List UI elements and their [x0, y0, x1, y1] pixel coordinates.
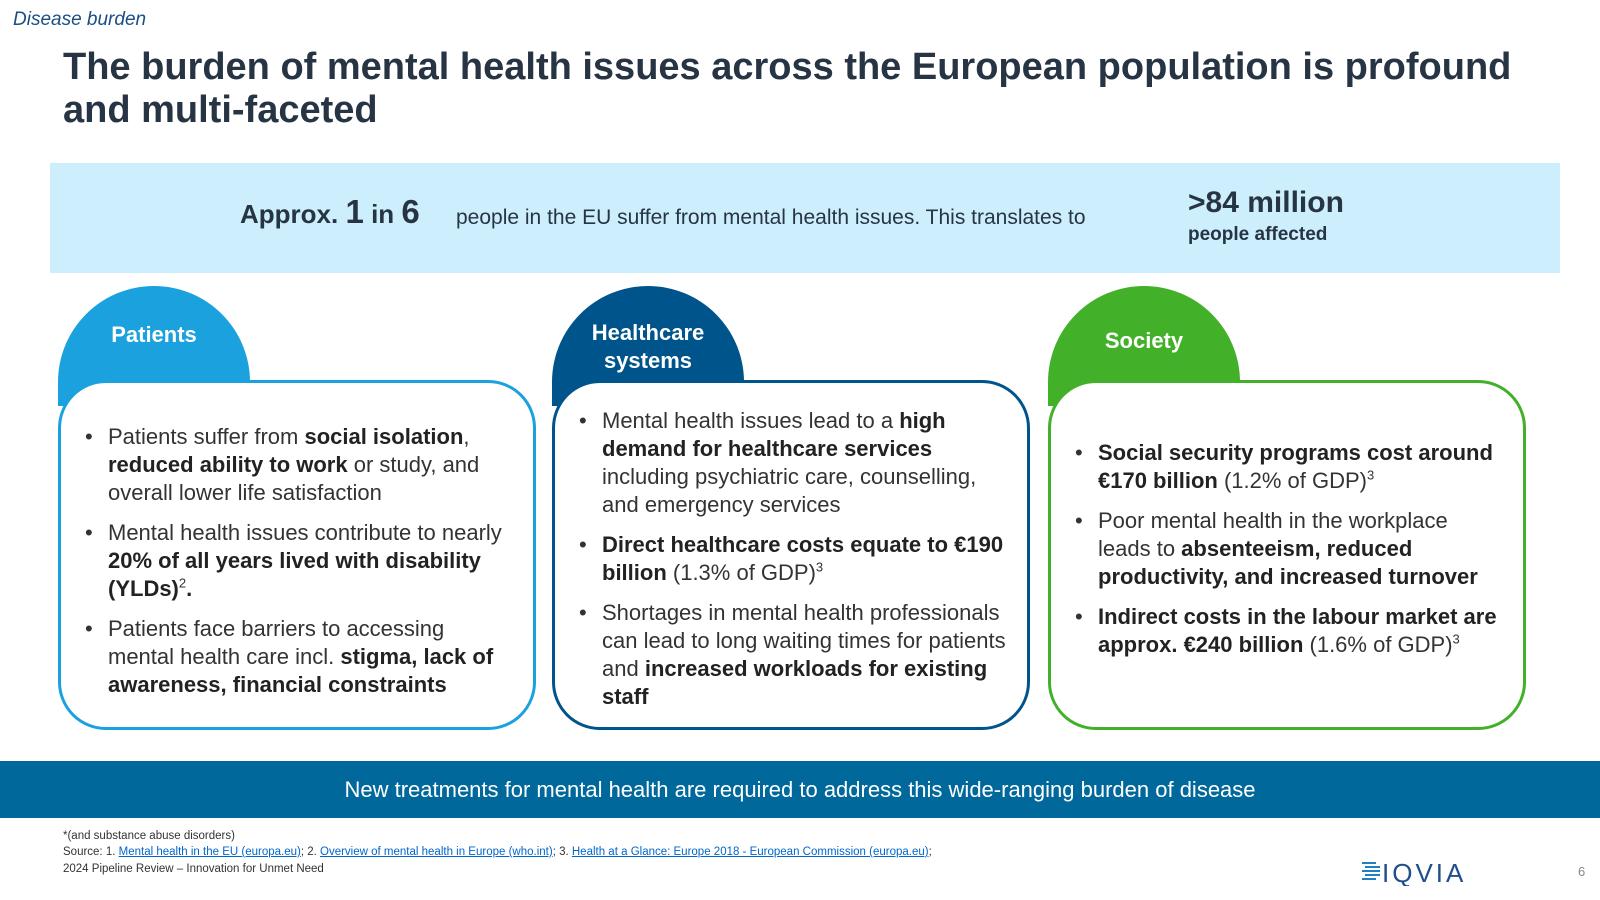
- source-link-3[interactable]: Health at a Glance: Europe 2018 - European Commission (europa.eu): [571, 846, 929, 858]
- tab-society-label: Society: [1104, 328, 1184, 353]
- prevalence-ratio: [240, 193, 420, 231]
- card-healthcare-systems: [552, 380, 1030, 730]
- card-patients: [58, 380, 536, 730]
- source-link-1[interactable]: Mental health in the EU (europa.eu): [118, 846, 301, 858]
- ratio-in: in: [371, 199, 395, 229]
- iqvia-logo: [1362, 858, 1512, 886]
- approx-prefix: Approx.: [240, 199, 339, 229]
- healthcare-bullet-2: • Direct healthcare costs equate to €190 billion (1.3% of GDP)$^3$: [577, 531, 1009, 587]
- healthcare-bullet-1: • Mental health issues lead to a high demand for healthcare services including psychiatric care, counselling, and emergency services: [577, 407, 1009, 519]
- report-name: 2024 Pipeline Review – Innovation for Unmet Need: [63, 863, 324, 875]
- page-title: The burden of mental health issues across the European population is profound and multi-faceted: [63, 46, 1512, 131]
- patients-bullet-2: • Mental health issues contribute to nearly 20% of all years lived with disability (YLDs)$^2$.: [83, 519, 515, 603]
- patients-bullets: [83, 423, 515, 711]
- tab-healthcare-label: Healthcare systems: [591, 320, 705, 373]
- affected-stat: [1188, 186, 1344, 246]
- source-line: Source: 1. Mental health in the EU (europa.eu); 2. Overview of mental health in Europe (who.int); 3. Health at a Glance: Europe 2018 - European Commission (europa.eu);: [63, 846, 932, 858]
- patients-bullet-3: • Patients face barriers to accessing mental health care incl. stigma, lack of awareness, financial constraints: [83, 615, 515, 699]
- card-society: [1048, 380, 1526, 730]
- patients-bullet-1: • Patients suffer from social isolation, reduced ability to work or study, and overall lower life satisfaction: [83, 423, 515, 507]
- society-bullets: [1073, 439, 1505, 671]
- footnote: *(and substance abuse disorders): [63, 830, 235, 842]
- society-bullet-2: • Poor mental health in the workplace leads to absenteeism, reduced productivity, and increased turnover: [1073, 507, 1505, 591]
- society-bullet-3: • Indirect costs in the labour market are approx. €240 billion (1.6% of GDP)$^3$: [1073, 603, 1505, 659]
- logo-text: IQVIA: [1382, 858, 1467, 886]
- section-label: Disease burden: [13, 9, 147, 30]
- source-link-2[interactable]: Overview of mental health in Europe (who.int): [320, 846, 553, 858]
- conclusion-banner: New treatments for mental health are required to address this wide-ranging burden of disease: [0, 761, 1600, 818]
- society-bullet-1: • Social security programs cost around €170 billion (1.2% of GDP)$^3$: [1073, 439, 1505, 495]
- affected-label: people affected: [1188, 224, 1328, 245]
- tab-patients-label: Patients: [111, 322, 197, 347]
- key-stat-banner: [50, 163, 1560, 273]
- healthcare-bullets: [577, 407, 1009, 723]
- page-number: 6: [1578, 864, 1586, 879]
- ratio-numerator: 1: [345, 193, 364, 230]
- ratio-denominator: 6: [401, 193, 420, 230]
- affected-number: >84 million: [1188, 186, 1344, 219]
- healthcare-bullet-3: • Shortages in mental health professionals can lead to long waiting times for patients and increased workloads for existing staff: [577, 599, 1009, 711]
- banner-text: people in the EU suffer from mental health issues. This translates to: [456, 206, 1086, 229]
